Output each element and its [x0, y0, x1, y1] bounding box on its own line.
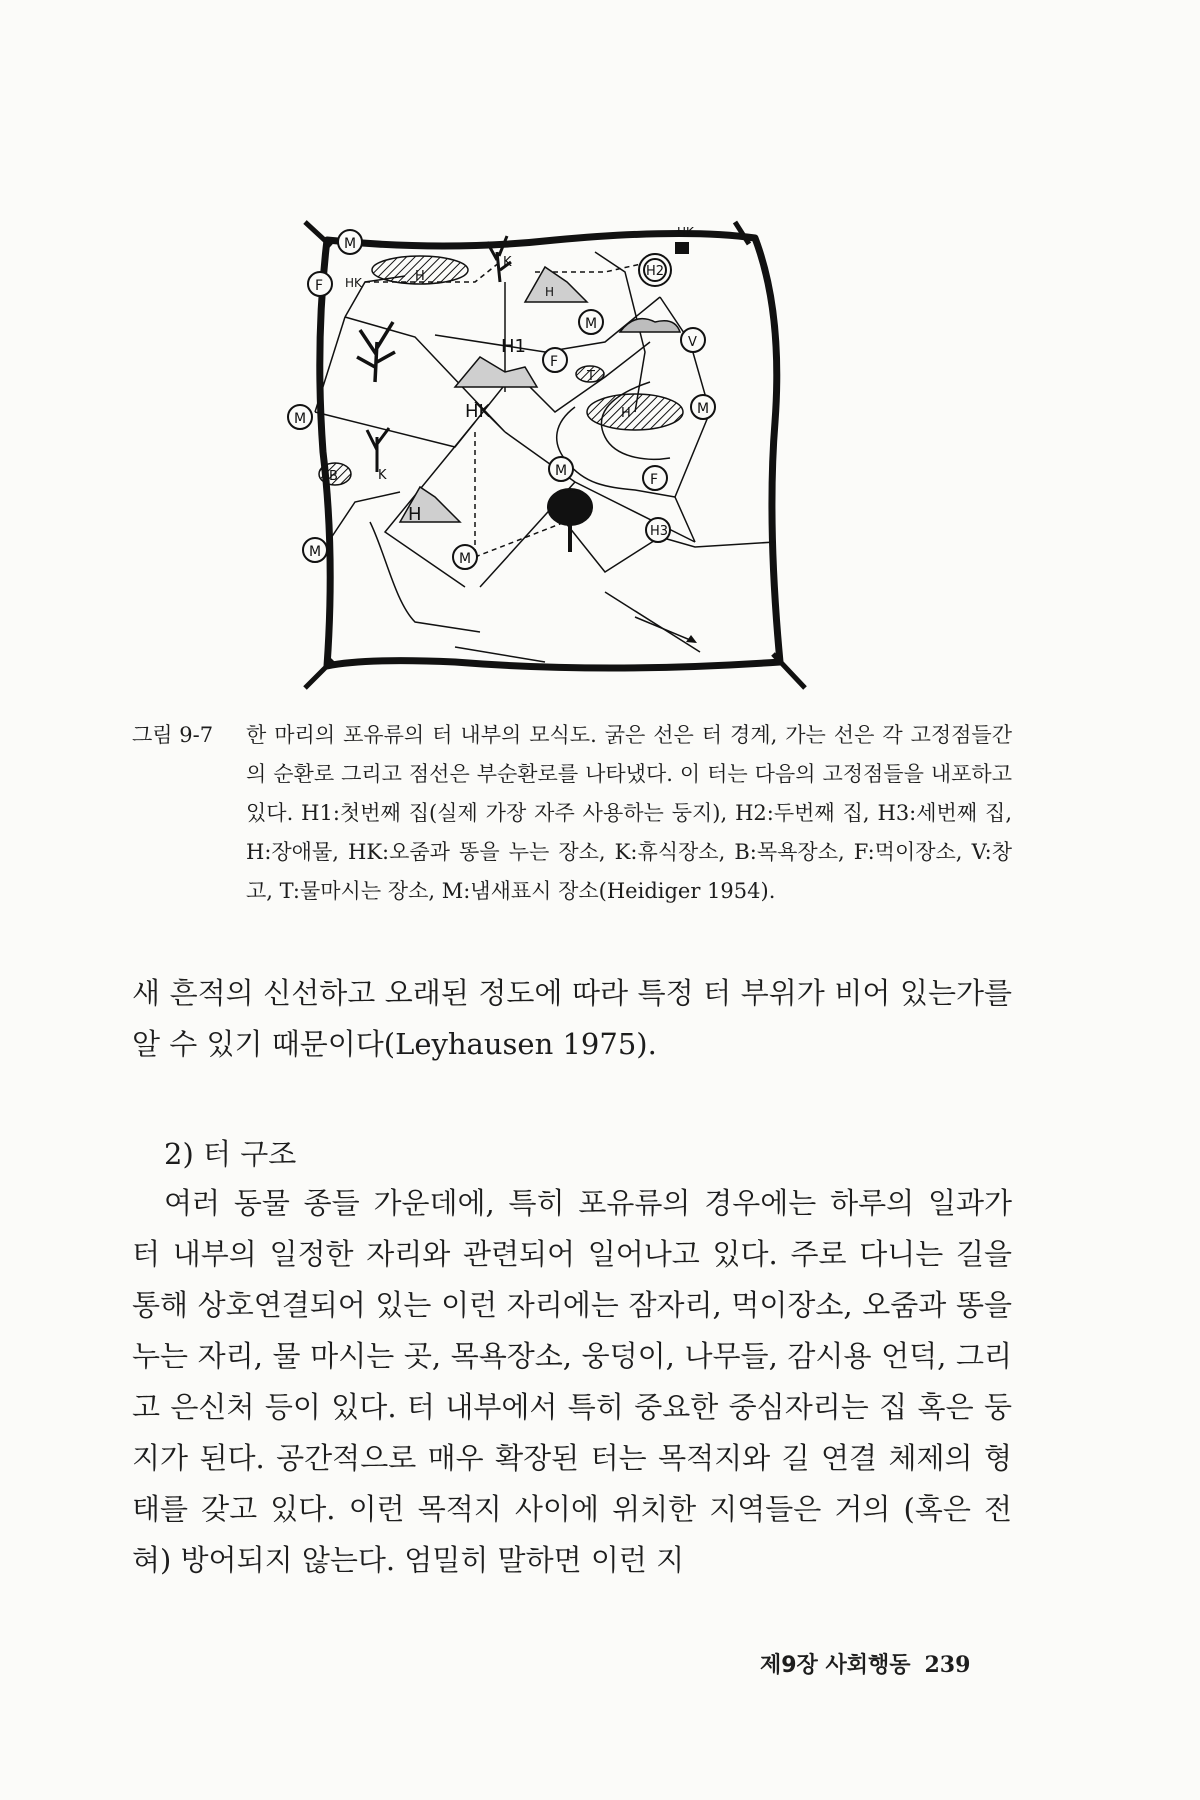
label-h-top-right: H	[545, 285, 555, 299]
label-h-right: H	[621, 406, 631, 421]
label-h2: H2	[646, 264, 665, 279]
territory-diagram	[294, 222, 865, 692]
bush-right	[620, 319, 680, 332]
label-f-right: F	[650, 472, 659, 488]
figure-number: 그림 9-7	[132, 723, 214, 747]
exit-arrow	[635, 617, 695, 642]
tree-bottom-left	[367, 428, 389, 472]
boundary-corner-br	[773, 654, 805, 688]
label-h-top: H	[415, 269, 425, 284]
boundary-corner-tl	[305, 222, 331, 246]
label-h1: H1	[501, 336, 526, 357]
label-f-left: F	[315, 278, 324, 294]
label-k-top: K	[503, 255, 512, 270]
label-f-center: F	[550, 354, 559, 370]
label-m-top: M	[344, 236, 357, 252]
boundary-corner-bl	[305, 660, 333, 688]
paragraph-continuation: 새 흔적의 신선하고 오래된 정도에 따라 특정 터 부위가 비어 있는가를 알 수 있기 때문이다(Leyhausen 1975).	[132, 976, 1012, 1061]
label-m-far-right: M	[697, 401, 710, 417]
tree-left	[357, 322, 395, 382]
figure-caption	[132, 716, 1012, 911]
section-paragraph: 여러 동물 종들 가운데에, 특히 포유류의 경우에는 하루의 일과가 터 내부의 일정한 자리와 관련되어 일어나고 있다. 주로 다니는 길을 통해 상호연결되어 있는 이런 자리에는 잠자리, 먹이장소, 오줌과 똥을 누는 자리, 물 마시는 곳, 목욕장소, 웅덩이, 나무들, 감시용 언덕, 그리고 은신처 등이 있다. 터 내부에서 특히 중요한 중심자리는 집 혹은 둥지가 된다. 공간적으로 매우 확장된 터는 목적지와 길 연결 체제의 형태를 갖고 있다. 이런 목적지 사이에 위치한 지역들은 거의 (혹은 전혀) 방어되지 않는다. 엄밀히 말하면 이런 지	[132, 1186, 1012, 1577]
label-k-left: K	[378, 468, 387, 483]
label-t: T	[587, 369, 595, 384]
label-m-center-low: M	[555, 463, 568, 479]
tree-bottom-right	[548, 489, 592, 552]
page-number: 239	[924, 1652, 971, 1678]
hk-square-right	[675, 242, 689, 254]
label-m-bottom: M	[459, 551, 472, 567]
label-m-bottom-left: M	[309, 544, 322, 560]
page-footer	[760, 1648, 970, 1679]
hill-center	[455, 357, 537, 387]
label-m-left: M	[294, 411, 307, 427]
label-hk-left: HK	[345, 276, 362, 290]
label-h3: H3	[650, 524, 669, 539]
footer-chapter: 제9장 사회행동	[760, 1653, 911, 1678]
figure-caption-text: 한 마리의 포유류의 터 내부의 모식도. 굵은 선은 터 경계, 가는 선은 각 고정점들간의 순환로 그리고 점선은 부순환로를 나타냈다. 이 터는 다음의 고정점들을 내포하고 있다. H1:첫번째 집(실제 가장 자주 사용하는 둥지), H2:두번째 집, H3:세번째 집, H:장애물, HK:오줌과 똥을 누는 장소, K:휴식장소, B:목욕장소, F:먹이장소, V:창고, T:물마시는 장소, M:냄새표시 장소(Heidiger 1954).	[246, 723, 1012, 903]
label-v: V	[688, 335, 697, 350]
main-paths	[315, 252, 775, 662]
label-hk-top-right: HK	[677, 225, 694, 239]
label-b: B	[329, 469, 338, 484]
label-m-right: M	[585, 316, 598, 332]
label-hk-center: HK	[465, 401, 491, 422]
label-h-bottom: H	[408, 504, 422, 525]
section-heading: 2) 터 구조	[164, 1137, 297, 1171]
